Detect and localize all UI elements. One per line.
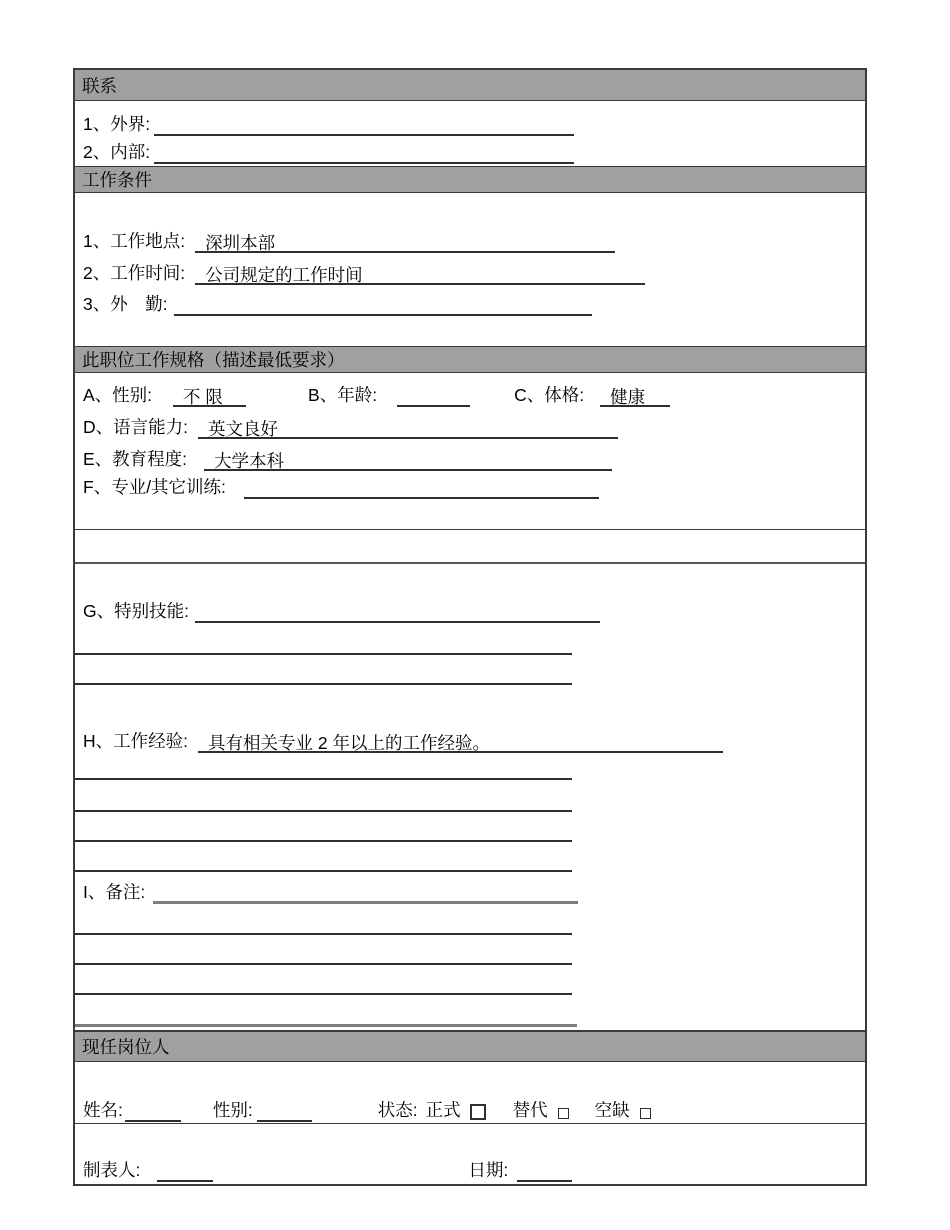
- section-title-conditions: 工作条件: [82, 170, 152, 190]
- gender-label: A、性别:: [83, 385, 153, 405]
- job-spec-form-table: [73, 68, 867, 1186]
- preparer-field[interactable]: [157, 1159, 213, 1182]
- row-special-skills: [75, 596, 865, 623]
- remarks-field[interactable]: [153, 881, 578, 904]
- special-skills-label: G、特别技能:: [83, 601, 189, 621]
- blank-write-line[interactable]: [75, 840, 572, 842]
- training-label: F、专业/其它训练:: [83, 477, 226, 497]
- internal-contact-field[interactable]: [154, 141, 574, 164]
- row-language: [75, 412, 865, 439]
- section-title-incumbent: 现任岗位人: [82, 1037, 170, 1057]
- blank-write-line[interactable]: [75, 653, 572, 655]
- section-header-contact: [75, 70, 865, 101]
- section-header-conditions: [75, 166, 865, 193]
- row-incumbent-info: [75, 1098, 865, 1122]
- special-skills-field[interactable]: [195, 600, 600, 623]
- row-gender-age-physique: [75, 380, 865, 407]
- internal-contact-label: 2、内部:: [83, 142, 151, 162]
- status-option-substitute-label: 替代: [512, 1100, 548, 1120]
- language-label: D、语言能力:: [83, 417, 188, 437]
- row-work-experience: [75, 726, 865, 753]
- section-title-spec: 此职位工作规格（描述最低要求）: [82, 350, 345, 370]
- work-location-field[interactable]: 深圳本部: [195, 230, 615, 253]
- checkbox-substitute[interactable]: [558, 1108, 569, 1119]
- section-title-contact: 联系: [82, 75, 117, 96]
- row-training: [75, 472, 865, 499]
- row-preparer-date: [75, 1158, 865, 1182]
- work-location-label: 1、工作地点:: [83, 231, 186, 251]
- training-field[interactable]: [244, 476, 599, 499]
- row-fieldwork: [75, 289, 865, 316]
- language-field[interactable]: 英文良好: [198, 416, 618, 439]
- checkbox-formal[interactable]: [470, 1104, 486, 1120]
- remarks-label: I、备注:: [83, 882, 146, 902]
- work-hours-label: 2、工作时间:: [83, 263, 186, 283]
- row-remarks: [75, 877, 865, 904]
- row-internal-contact: [75, 138, 865, 164]
- section-divider-line: [75, 562, 865, 564]
- blank-write-line[interactable]: [75, 810, 572, 812]
- physique-field[interactable]: 健康: [600, 384, 670, 407]
- row-external-contact: [75, 110, 865, 136]
- work-hours-field[interactable]: 公司规定的工作时间: [195, 262, 645, 285]
- external-contact-field[interactable]: [154, 113, 574, 136]
- blank-write-line[interactable]: [75, 933, 572, 935]
- blank-write-line[interactable]: [75, 963, 572, 965]
- row-divider-line: [75, 1123, 865, 1124]
- date-field[interactable]: [517, 1159, 572, 1182]
- row-work-location: [75, 226, 865, 253]
- status-label: 状态:: [377, 1100, 418, 1120]
- checkbox-vacant[interactable]: [640, 1108, 651, 1119]
- education-field[interactable]: 大学本科: [204, 448, 612, 471]
- row-work-hours: [75, 258, 865, 285]
- preparer-label: 制表人:: [83, 1160, 141, 1180]
- row-divider-line: [75, 529, 865, 530]
- section-header-spec: [75, 346, 865, 373]
- blank-write-line[interactable]: [75, 683, 572, 685]
- work-experience-label: H、工作经验:: [83, 731, 188, 751]
- education-label: E、教育程度:: [83, 449, 188, 469]
- gender-field[interactable]: 不 限: [173, 384, 246, 407]
- status-option-vacant-label: 空缺: [594, 1100, 630, 1120]
- name-label: 姓名:: [83, 1100, 123, 1120]
- name-field[interactable]: [125, 1099, 181, 1122]
- age-field[interactable]: [397, 384, 470, 407]
- physique-label: C、体格:: [514, 385, 585, 405]
- blank-write-line[interactable]: [75, 870, 572, 872]
- incumbent-gender-field[interactable]: [257, 1099, 312, 1122]
- external-contact-label: 1、外界:: [83, 114, 151, 134]
- blank-write-line[interactable]: [75, 993, 572, 995]
- section-header-incumbent: [75, 1030, 865, 1062]
- work-experience-field[interactable]: 具有相关专业 2 年以上的工作经验。: [198, 730, 723, 753]
- blank-write-line[interactable]: [75, 778, 572, 780]
- fieldwork-label: 3、外 勤:: [83, 294, 168, 314]
- blank-write-line[interactable]: [75, 1024, 577, 1027]
- incumbent-gender-label: 性别:: [212, 1100, 253, 1120]
- fieldwork-field[interactable]: [174, 293, 592, 316]
- row-education: [75, 444, 865, 471]
- status-option-formal-label: 正式: [425, 1100, 461, 1120]
- date-label: 日期:: [468, 1160, 509, 1180]
- age-label: B、年龄:: [308, 385, 378, 405]
